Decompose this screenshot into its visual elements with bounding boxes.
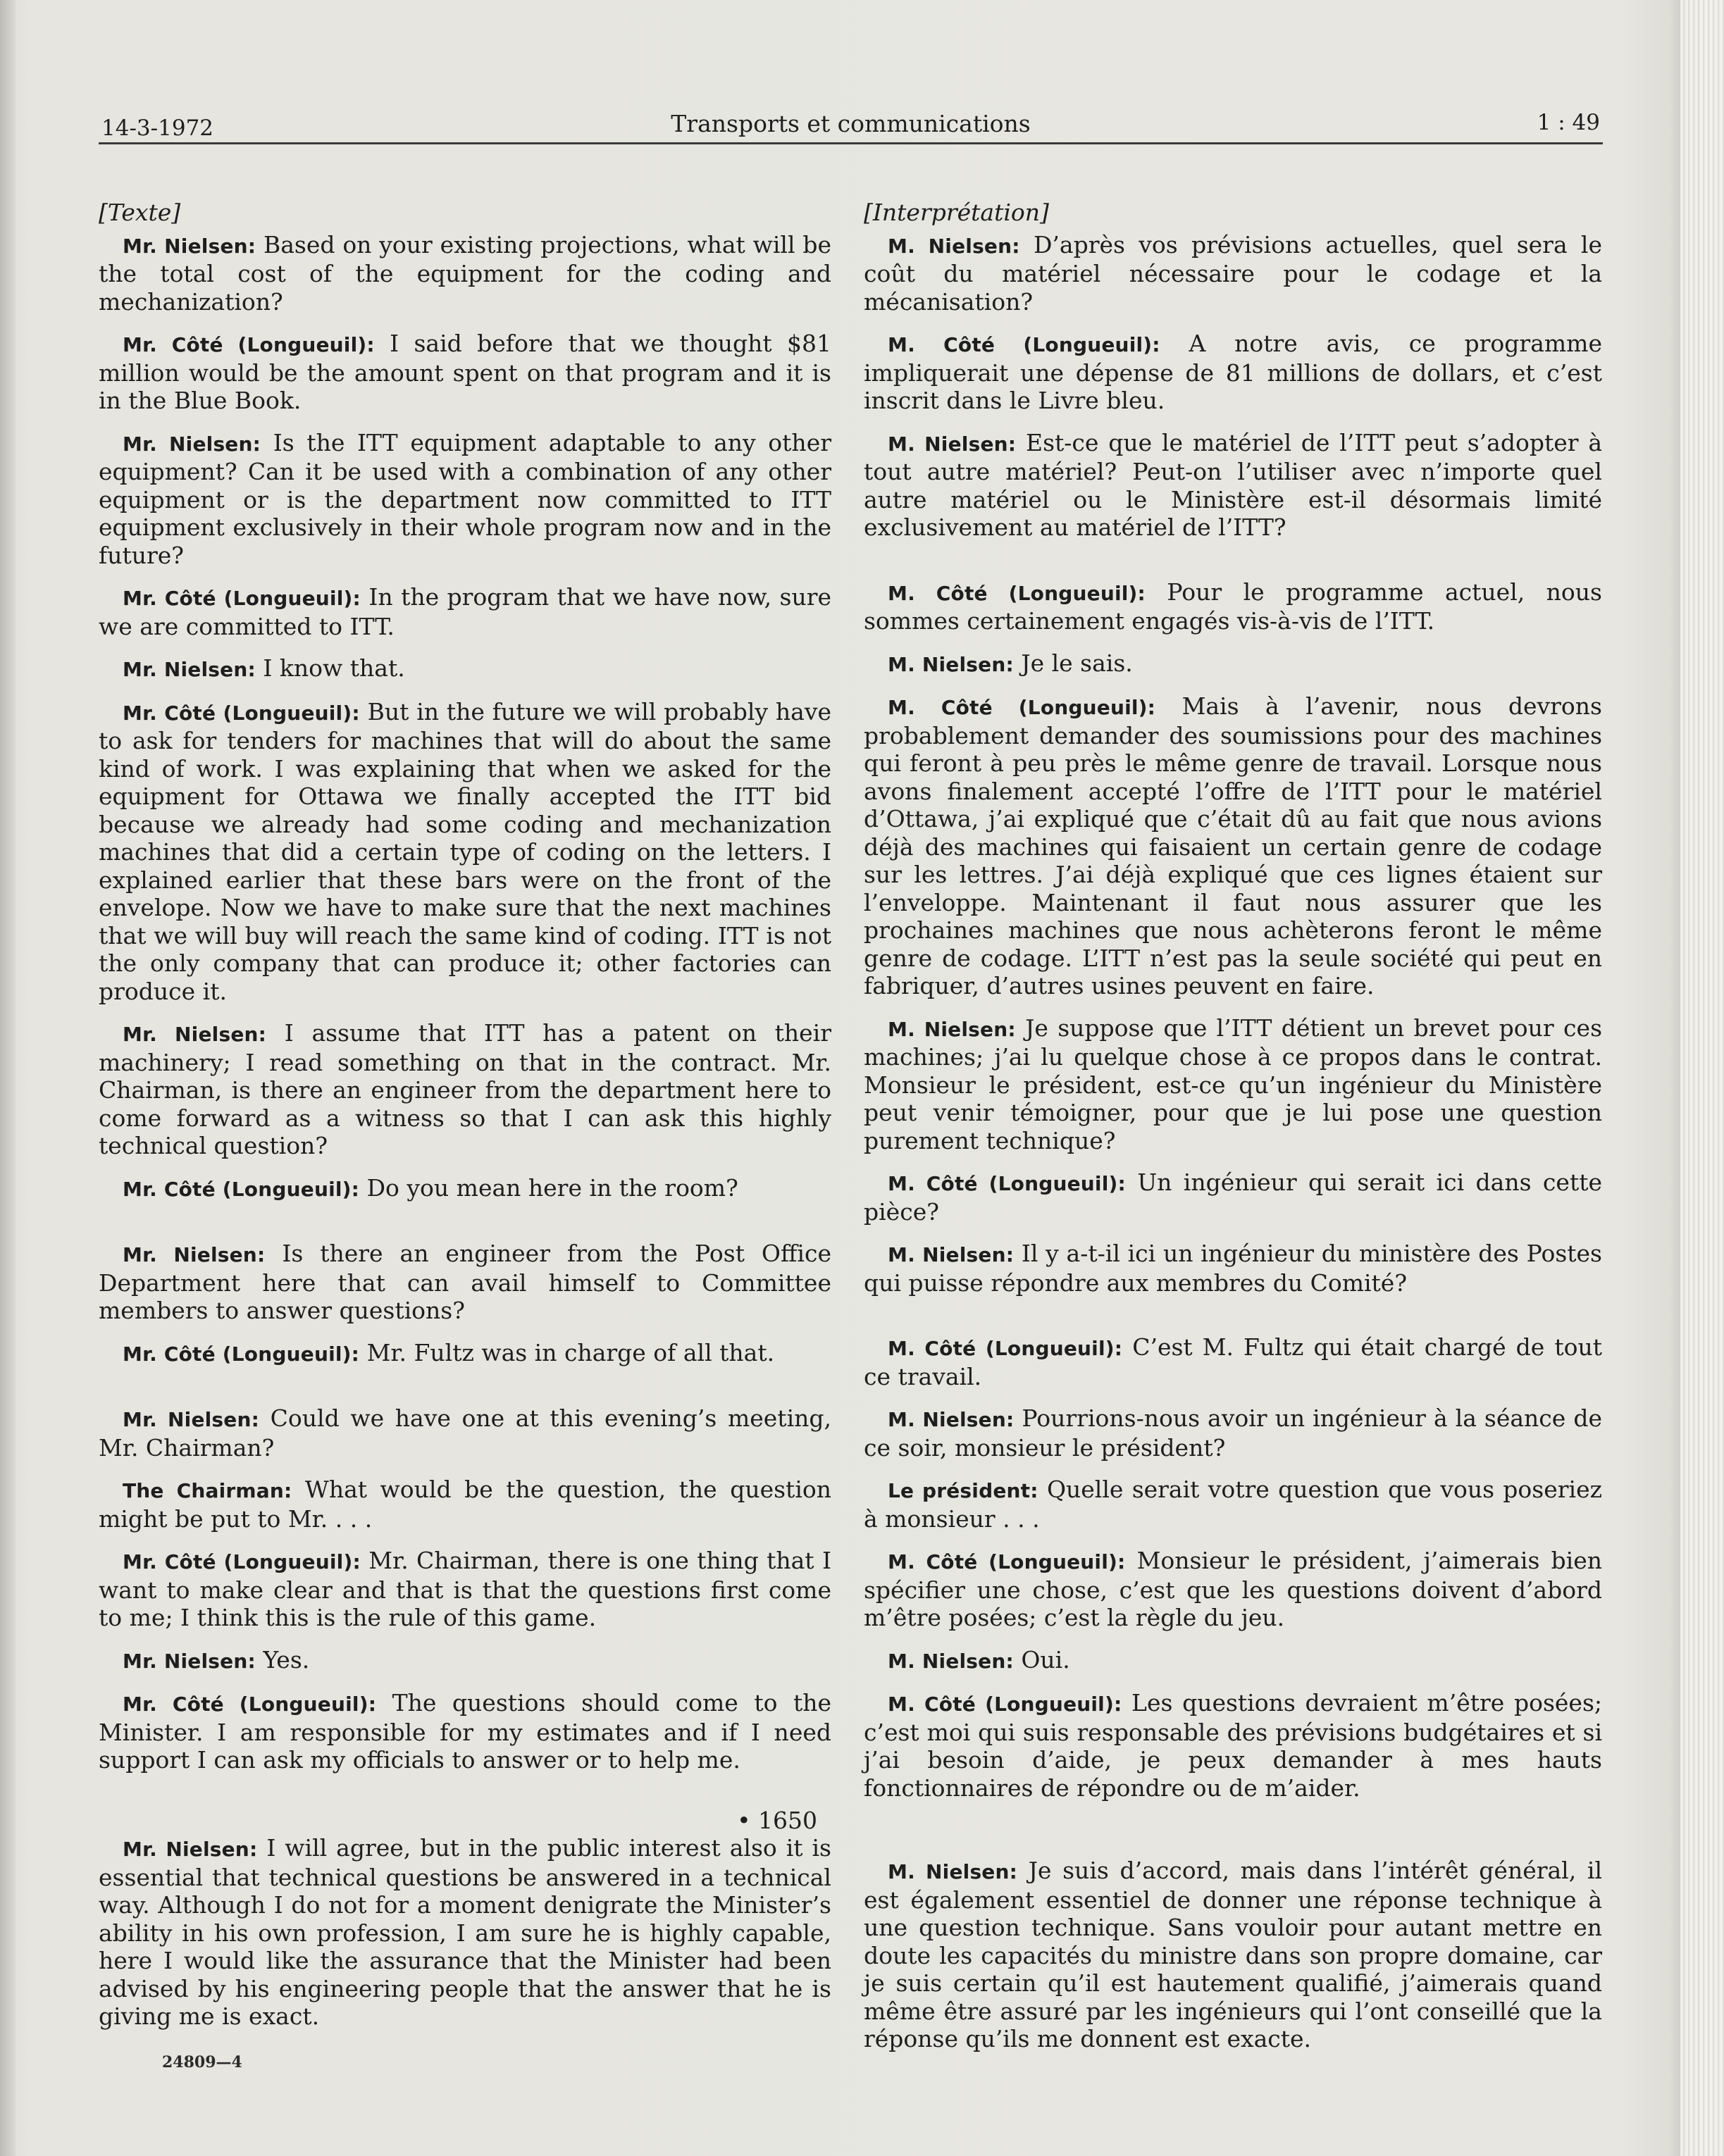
speech-paragraph [864,1689,1602,1802]
speaker-name: The Chairman: [123,1479,292,1502]
speaker-name: M. Nielsen: [888,1649,1014,1673]
speech-paragraph [864,1404,1602,1462]
speech-text: Yes. [263,1645,310,1674]
speech-paragraph [99,654,831,684]
speaker-name: Mr. Nielsen: [123,234,256,258]
speech-text: D’après vos prévisions actuelles, quel sera le coût du matériel nécessaire pour le codage et la mécanisation? [864,230,1602,316]
speech-paragraph [99,231,831,316]
speech-paragraph [99,429,831,570]
speech-paragraph [864,649,1602,679]
speech-text: Could we have one at this evening’s meeting, Mr. Chairman? [99,1404,831,1462]
speaker-name: M. Nielsen: [888,234,1020,258]
speech-text: Monsieur le président, j’aimerais bien spécifier une chose, c’est que les questions doivent d’abord m’être posées; c’est la règle du jeu. [864,1547,1603,1631]
speech-paragraph [864,1646,1602,1676]
header-title: Transports et communications [671,110,1031,137]
speaker-name: Mr. Nielsen: [123,658,256,681]
speech-paragraph [99,1404,831,1462]
speaker-name: Mr. Nielsen: [123,1023,267,1046]
speaker-name: M. Nielsen: [888,1017,1016,1041]
speaker-name: M. Côté (Longueuil): [888,1337,1123,1360]
speech-text: Est-ce que le matériel de l’ITT peut s’adopter à tout autre matériel? Peut-on l’utiliser avec n’importe quel autre matériel ou le Ministère est-il désormais limité exclusivement au matériel de l’ITT? [864,428,1602,541]
speech-paragraph [864,231,1602,316]
column-label: [Interprétation] [864,199,1049,226]
speech-paragraph [864,330,1602,415]
speech-paragraph [99,1240,831,1325]
speaker-name: M. Côté (Longueuil): [888,581,1146,605]
speaker-name: Mr. Côté (Longueuil): [123,587,361,610]
speech-text: In the program that we have now, sure we are committed to ITT. [99,583,832,640]
speech-paragraph [99,698,831,1006]
speech-text: Je le sais. [1021,649,1133,677]
speaker-name: Mr. Côté (Longueuil): [123,1693,377,1716]
speech-text: Is there an engineer from the Post Office Department here that can avail himself to Committee members to answer questions? [99,1240,831,1324]
speaker-name: M. Nielsen: [888,432,1017,456]
speaker-name: M. Côté (Longueuil): [888,1172,1126,1195]
speaker-name: M. Côté (Longueuil): [888,1550,1126,1574]
speech-paragraph [864,1476,1602,1533]
speech-text: Based on your existing projections, what will be the total cost of the equipment for the coding and mechanization? [99,230,831,316]
speaker-name: Mr. Côté (Longueuil): [123,333,375,356]
speaker-name: Le président: [888,1479,1038,1502]
speech-paragraph [99,1174,831,1204]
header-page-number: 1 : 49 [1537,110,1600,135]
speaker-name: Mr. Côté (Longueuil): [123,1342,360,1366]
speaker-name: M. Nielsen: [888,652,1014,676]
speech-text: Un ingénieur qui serait ici dans cette pièce? [864,1169,1602,1226]
speaker-name: Mr. Nielsen: [123,1243,266,1266]
speech-paragraph [864,1240,1602,1297]
speech-text: Do you mean here in the room? [366,1173,738,1202]
speech-paragraph [864,578,1602,635]
speech-text: Les questions devraient m’être posées; c’est moi qui suis responsable des prévisions budgétaires et si j’ai besoin d’aide, je peux demander à mes hauts fonctionnaires de répondre ou de m’aider. [864,1689,1603,1802]
speech-paragraph [99,1019,831,1160]
speech-text: Is the ITT equipment adaptable to any other equipment? Can it be used with a combination of any other equipment or is the department now committed to ITT equipment exclusively in their whole program now and in the future? [99,428,831,569]
speech-paragraph [864,1333,1602,1390]
speech-paragraph [864,692,1602,1000]
speaker-name: Mr. Côté (Longueuil): [123,1177,360,1201]
speaker-name: M. Côté (Longueuil): [888,1693,1122,1716]
speaker-name: M. Côté (Longueuil): [888,696,1156,719]
speech-text: Mr. Chairman, there is one thing that I want to make clear and that is that the questions first come to me; I think this is the rule of this game. [99,1547,831,1631]
header-date: 14-3-1972 [101,116,214,141]
speech-paragraph [99,583,831,640]
speech-paragraph [864,1857,1602,2053]
speech-paragraph [864,1014,1602,1155]
speaker-name: M. Nielsen: [888,1408,1015,1431]
speech-paragraph [864,1169,1602,1226]
speaker-name: M. Nielsen: [888,1860,1018,1883]
speaker-name: Mr. Côté (Longueuil): [123,701,360,725]
speech-text: C’est M. Fultz qui était chargé de tout ce travail. [864,1333,1602,1390]
printer-mark: 24809—4 [162,2053,242,2071]
speech-text: Pourrions-nous avoir un ingénieur à la séance de ce soir, monsieur le président? [864,1404,1602,1462]
speech-text: I know that. [263,654,405,682]
speech-text: But in the future we will probably have to ask for tenders for machines that will do about the same kind of work. I was explaining that when we asked for the equipment for Ottawa we finally accepted the ITT bid because we already had some coding and mechanization machines that did a certain type of coding on the letters. I explained earlier that these bars were on the front of the envelope. Now we have to make sure that the next machines that we will buy will reach the same kind of coding. ITT is not the only company that can produce it; other factories can produce it. [99,697,831,1005]
speech-paragraph [99,1339,831,1369]
speech-text: I said before that we thought $81 million would be the amount spent on that program and it is in the Blue Book. [99,330,831,414]
speaker-name: Mr. Côté (Longueuil): [123,1550,361,1574]
speech-text: Quelle serait votre question que vous poseriez à monsieur . . . [864,1476,1602,1533]
speaker-name: Mr. Nielsen: [123,1649,256,1673]
speech-text: Oui. [1021,1645,1070,1674]
speech-paragraph [99,1689,831,1774]
speech-text: What would be the question, the question might be put to Mr. . . . [99,1476,831,1533]
speech-paragraph [99,1547,831,1632]
running-header [99,107,1603,144]
speech-paragraph [99,1476,831,1533]
speaker-name: Mr. Nielsen: [123,1838,258,1861]
speech-text: Mr. Fultz was in charge of all that. [366,1338,775,1366]
column-label: [Texte] [99,199,181,226]
english-column [99,199,831,2031]
speaker-name: M. Côté (Longueuil): [888,333,1160,356]
speech-paragraph [99,1646,831,1676]
speech-paragraph [864,1547,1602,1632]
speech-text: Pour le programme actuel, nous sommes certainement engagés vis-à-vis de l’ITT. [864,578,1602,635]
speech-paragraph [864,429,1602,542]
speech-text: I will agree, but in the public interest also it is essential that technical questions be answered in a technical way. Although I do not for a moment denigrate the Minister’s ability in his own profession, I am sure he is highly capable, here I would like the assurance that the Minister had been advised by his engineering people that the answer that he is giving me is exact. [99,1834,831,2030]
speech-text: Je suis d’accord, mais dans l’intérêt général, il est également essentiel de donner une réponse technique à une question technique. Sans vouloir pour autant mettre en doute les capacités du ministre dans son propre domaine, car je suis certain qu’il est hautement qualifié, j’aimerais quand même être assuré par les ingénieurs qui l’ont conseillé que la réponse qu’ils me donnent est exacte. [864,1857,1602,2052]
speaker-name: Mr. Nielsen: [123,432,261,456]
french-column [864,199,1602,2053]
speaker-name: M. Nielsen: [888,1243,1015,1266]
speech-text: Je suppose que l’ITT détient un brevet pour ces machines; j’ai lu quelque chose à ce propos dans le contrat. Monsieur le président, est-ce qu’un ingénieur du Ministère peut venir témoigner, pour que je lui pose une question purement technique? [864,1014,1602,1154]
speech-text: Mais à l’avenir, nous devrons probablement demander des soumissions pour des machines qui feront à peu près le même genre de travail. Lorsque nous avons finalement accepté l’offre de l’ITT pour le matériel d’Ottawa, j’ai expliqué que c’était dû au fait que nous avions déjà des machines qui faisaient un certain genre de codage sur les lettres. J’ai déjà expliqué que ces lignes étaient sur l’enveloppe. Maintenant il faut nous assurer que les prochaines machines que nous achèterons feront le même genre de codage. L’ITT n’est pas la seule société qui peut en fabriquer, d’autres usines peuvent en faire. [864,692,1602,999]
speech-paragraph [99,330,831,415]
speech-paragraph [99,1834,831,2031]
speech-text: A notre avis, ce programme impliquerait une dépense de 81 millions de dollars, et c’est inscrit dans le Livre bleu. [864,330,1602,414]
speech-text: I assume that ITT has a patent on their machinery; I read something on that in the contract. Mr. Chairman, is there an engineer from the department here to come forward as a witness so that I can ask this highly technical question? [99,1019,831,1159]
time-mark: • 1650 [737,1806,817,1834]
speaker-name: Mr. Nielsen: [123,1408,260,1431]
speech-text: The questions should come to the Minister. I am responsible for my estimates and if I need support I can ask my officials to answer or to help me. [99,1689,831,1774]
speech-text: Il y a-t-il ici un ingénieur du ministère des Postes qui puisse répondre aux membres du Comité? [864,1240,1602,1297]
